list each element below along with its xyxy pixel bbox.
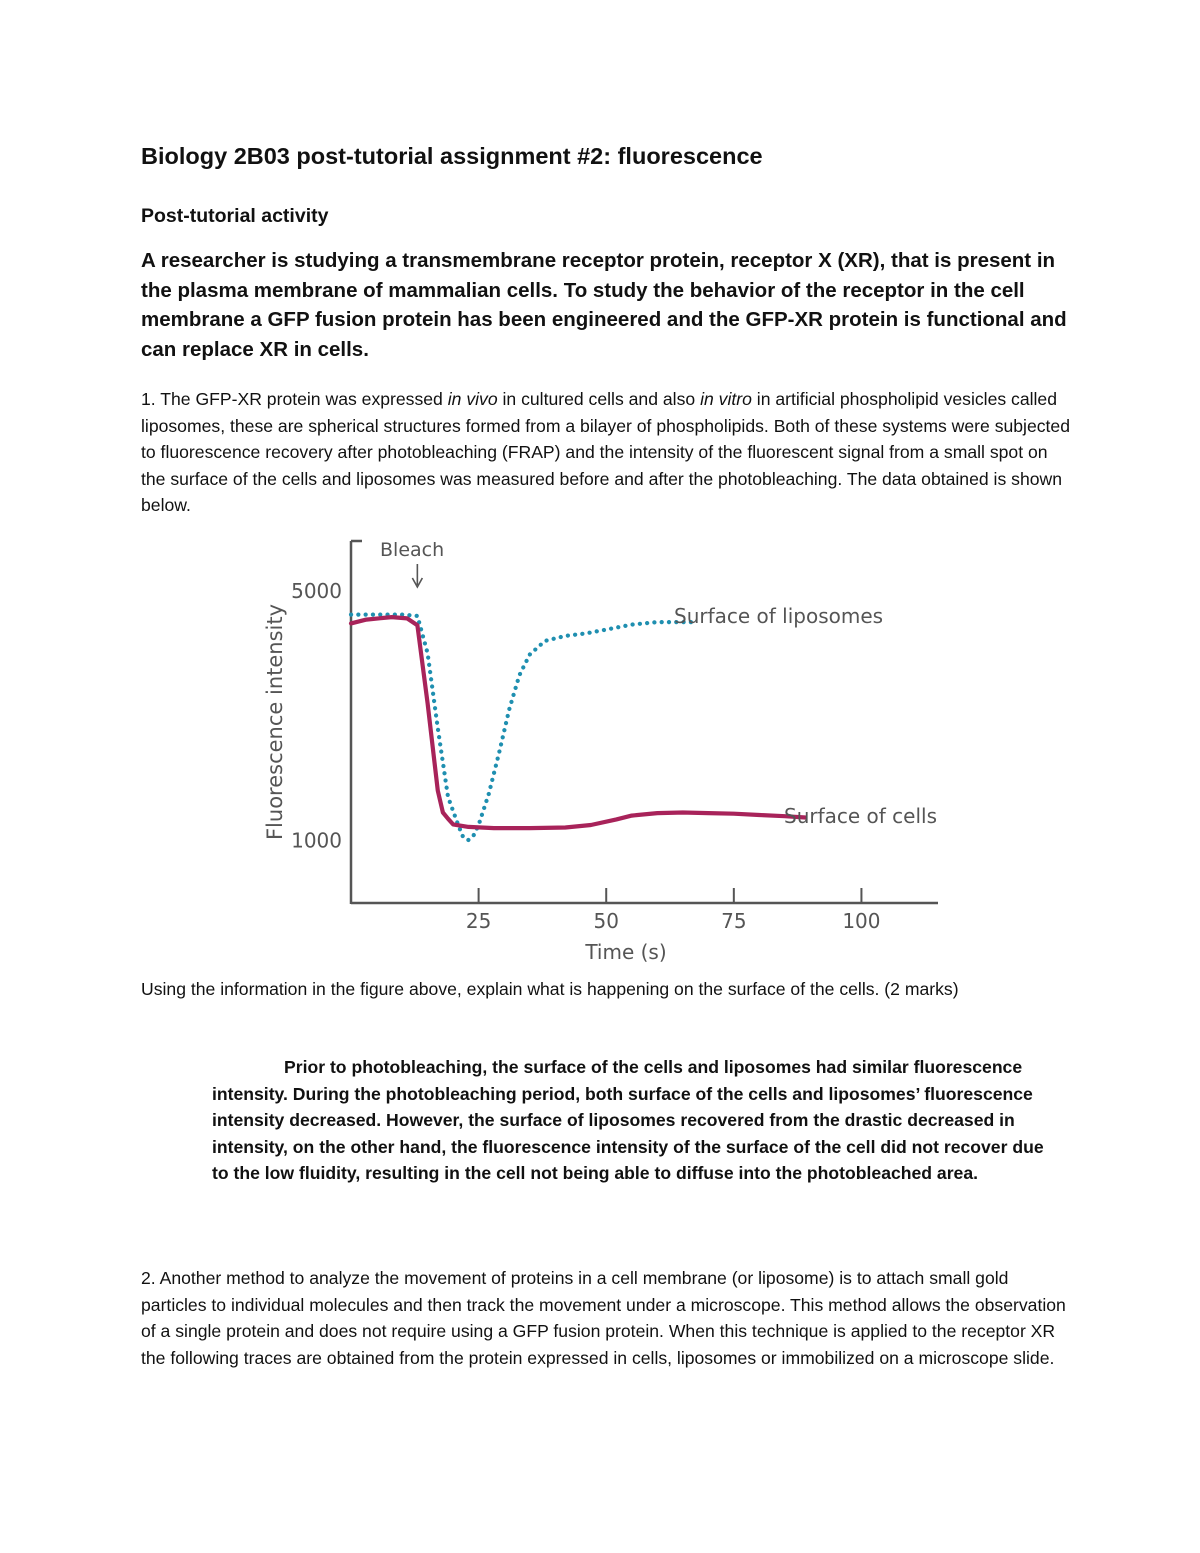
question-1-text-a: 1. The GFP-XR protein was expressed: [141, 389, 448, 409]
question-1-in-vitro: in vitro: [700, 389, 752, 409]
question-1-paragraph: [141, 386, 1071, 519]
series-label-cells: Surface of cells: [784, 804, 938, 828]
frap-chart: [262, 533, 952, 965]
question-1-text-b: in cultured cells and also: [497, 389, 701, 409]
x-tick-label: 100: [842, 909, 881, 933]
document-title: Biology 2B03 post-tutorial assignment #2: fluorescence: [141, 143, 763, 169]
x-tick-label: 75: [721, 909, 747, 933]
series-line-cells: [351, 617, 805, 828]
series-label-liposomes: Surface of liposomes: [674, 604, 884, 628]
question-1-in-vivo: in vivo: [447, 389, 498, 409]
question-1-answer: Prior to photobleaching, the surface of the cells and liposomes had similar fluorescence intensity. During the photobleaching period, both surface of the cells and liposomes’ fluorescence intensity decreased. However, the surface of liposomes recovered from the drastic decreased in intensity, on the other hand, the fluorescence intensity of the surface of the cell did not recover due to the low fluidity, resulting in the cell not being able to diffuse into the photobleached area.: [212, 1057, 1044, 1183]
y-tick-label: 1000: [291, 828, 342, 853]
x-ticks: [466, 888, 881, 933]
bleach-arrow-icon: [412, 564, 422, 587]
question-1-prompt: Using the information in the figure above, explain what is happening on the surface of the cells. (2 marks): [141, 979, 959, 999]
y-tick-label: 5000: [291, 578, 342, 603]
bleach-annotation: Bleach: [380, 539, 445, 561]
question-1-text-c: in artificial phospholipid vesicles called liposomes, these are spherical structures formed from a bilayer of phospholipids. Both of these systems were subjected to fluorescence recovery after photobleaching (FRAP) and the intensity of the fluorescent signal from a small spot on the surface of the cells and liposomes was measured before and after the photobleaching. The data obtained is shown below.: [141, 389, 1071, 515]
section-heading: Post-tutorial activity: [141, 205, 329, 227]
series-group: [351, 615, 805, 840]
y-ticks: [291, 579, 342, 853]
question-2-paragraph: 2. Another method to analyze the movement of proteins in a cell membrane (or liposome) is to attach small gold particles to individual molecules and then track the movement under a microscope. This method allows the observation of a single protein and does not require using a GFP fusion protein. When this technique is applied to the receptor XR the following traces are obtained from the protein expressed in cells, liposomes or immobilized on a microscope slide.: [141, 1268, 1066, 1368]
x-tick-label: 25: [465, 909, 492, 933]
x-axis-label: Time (s): [585, 940, 667, 964]
frap-figure: [262, 533, 952, 965]
intro-paragraph: A researcher is studying a transmembrane receptor protein, receptor X (XR), that is present in the plasma membrane of mammalian cells. To study the behavior of the receptor in the cell membrane a GFP fusion protein has been engineered and the GFP-XR protein is functional and can replace XR in cells.: [141, 249, 1067, 361]
y-axis-label: Fluorescence intensity: [263, 603, 287, 841]
series-line-liposomes: [351, 615, 698, 840]
x-tick-label: 50: [593, 909, 619, 933]
